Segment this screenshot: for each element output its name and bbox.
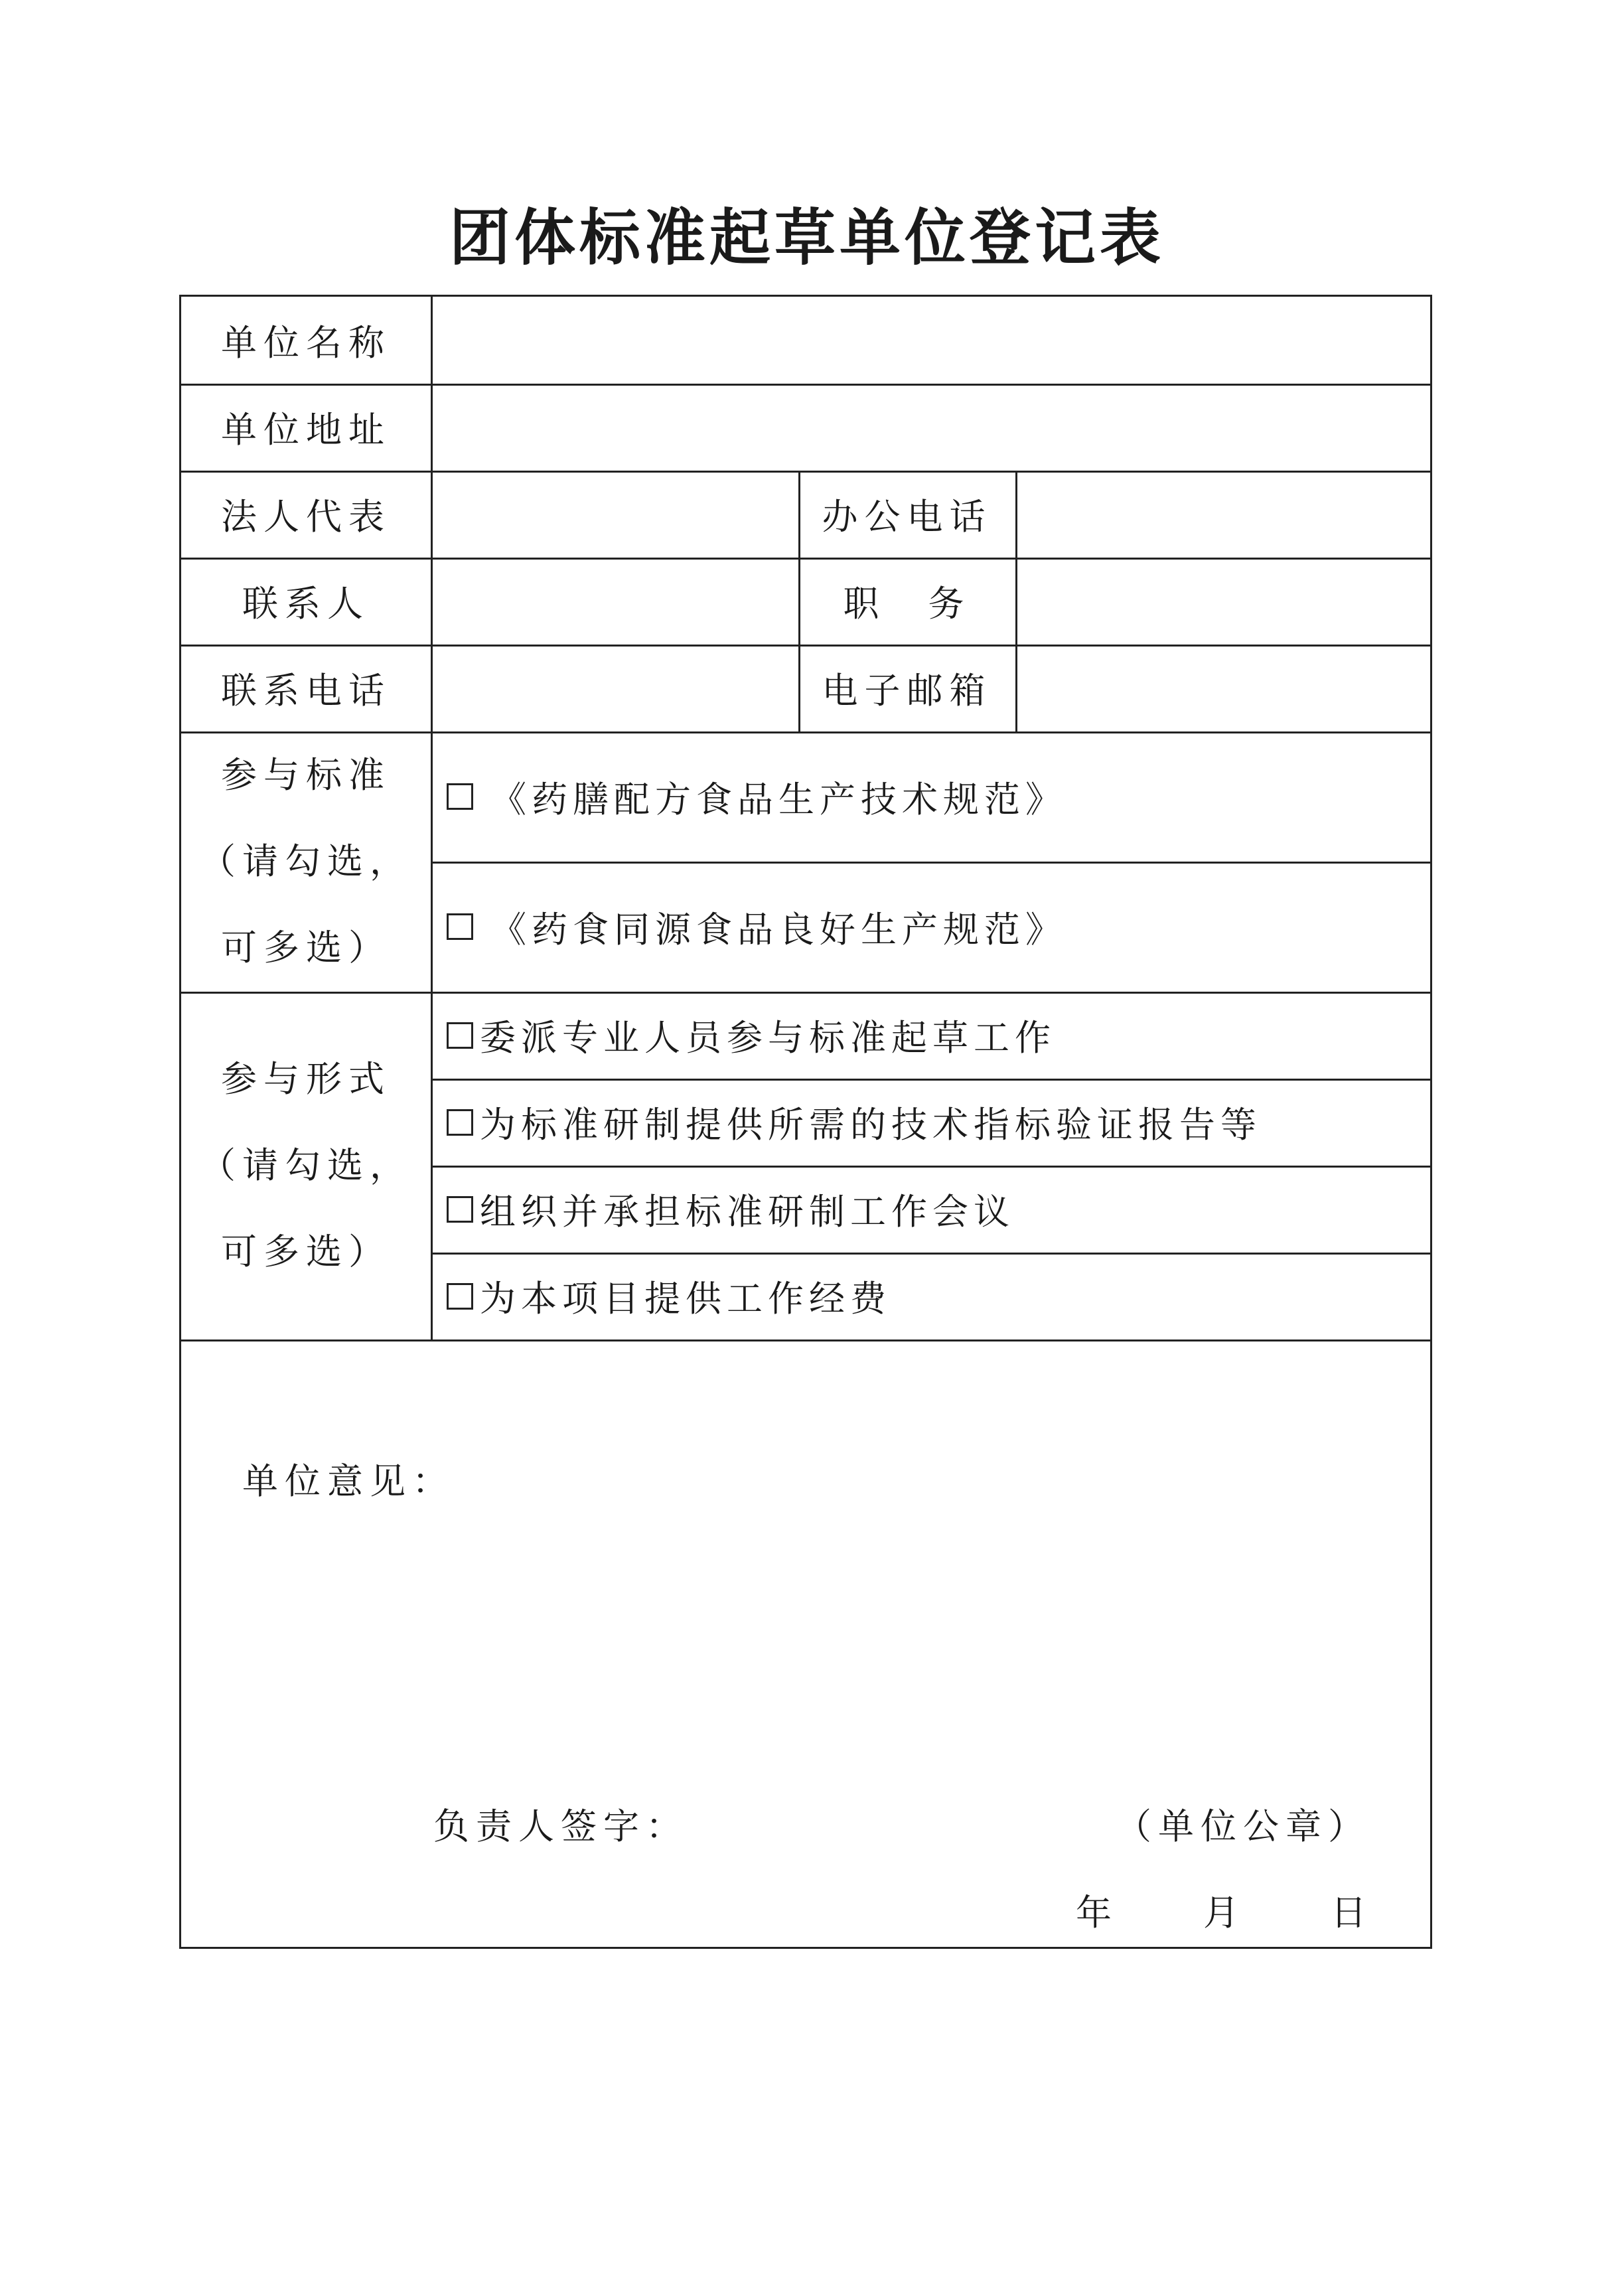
participation-option-3-label: 组织并承担标准研制工作会议: [480, 1191, 1015, 1233]
signature-label: 负责人签字：: [433, 1805, 688, 1847]
checkbox-icon[interactable]: [447, 1283, 473, 1310]
participation-option-4-label: 为本项目提供工作经费: [480, 1278, 891, 1320]
participation-option-1-label: 委派专业人员参与标准起草工作: [480, 1017, 1056, 1059]
legal-rep-label: 法人代表: [221, 496, 391, 538]
standards-label: [181, 731, 431, 992]
checkbox-icon[interactable]: [447, 1109, 473, 1136]
participation-option-2-label: 为标准研制提供所需的技术指标验证报告等: [480, 1104, 1262, 1146]
unit-seal-label: （单位公章）: [1116, 1805, 1370, 1847]
standards-label-line2: （请勾选，: [200, 840, 412, 882]
office-phone-field[interactable]: [1017, 471, 1430, 558]
contact-phone-label: 联系电话: [221, 670, 391, 712]
registration-form-table: [179, 295, 1432, 1949]
standard-option-2-label: 《药食同源食品良好生产规范》: [490, 908, 1066, 951]
participation-label: [181, 992, 431, 1339]
day-label: 日: [1331, 1892, 1373, 1934]
contact-label: 联系人: [242, 583, 370, 625]
unit-opinion-field[interactable]: [433, 1498, 1402, 2056]
unit-opinion-label: 单位意见：: [242, 1460, 455, 1502]
position-field[interactable]: [1017, 558, 1430, 645]
email-label: 电子邮箱: [822, 670, 992, 712]
participation-option-2[interactable]: [447, 1079, 1262, 1166]
checkbox-icon[interactable]: [447, 1022, 473, 1049]
participation-option-1[interactable]: [447, 992, 1056, 1079]
participation-option-4[interactable]: [447, 1253, 891, 1339]
standard-option-1[interactable]: [447, 731, 1066, 862]
email-field[interactable]: [1017, 645, 1430, 731]
year-label: 年: [1076, 1892, 1118, 1934]
unit-address-field[interactable]: [433, 384, 1430, 471]
unit-address-label: 单位地址: [221, 409, 391, 451]
participation-label-line1: 参与形式: [221, 1058, 391, 1100]
position-label: 职 务: [843, 583, 971, 625]
participation-label-line2: （请勾选，: [200, 1144, 412, 1186]
form-title: 团体标准起草单位登记表: [449, 202, 1165, 273]
unit-name-label: 单位名称: [221, 322, 391, 364]
checkbox-icon[interactable]: [447, 1196, 473, 1223]
month-label: 月: [1203, 1892, 1246, 1934]
contact-phone-field[interactable]: [433, 645, 798, 731]
standard-option-2[interactable]: [447, 862, 1066, 992]
legal-rep-field[interactable]: [433, 471, 798, 558]
office-phone-label: 办公电话: [822, 496, 992, 538]
contact-field[interactable]: [433, 558, 798, 645]
unit-name-field[interactable]: [433, 297, 1430, 384]
standards-label-line3: 可多选）: [221, 927, 391, 968]
checkbox-icon[interactable]: [447, 913, 473, 940]
participation-label-line3: 可多选）: [221, 1231, 391, 1272]
standard-option-1-label: 《药膳配方食品生产技术规范》: [490, 778, 1066, 820]
row-divider: [181, 1339, 1430, 1341]
checkbox-icon[interactable]: [447, 783, 473, 810]
participation-option-3[interactable]: [447, 1166, 1015, 1253]
standards-label-line1: 参与标准: [221, 754, 391, 796]
